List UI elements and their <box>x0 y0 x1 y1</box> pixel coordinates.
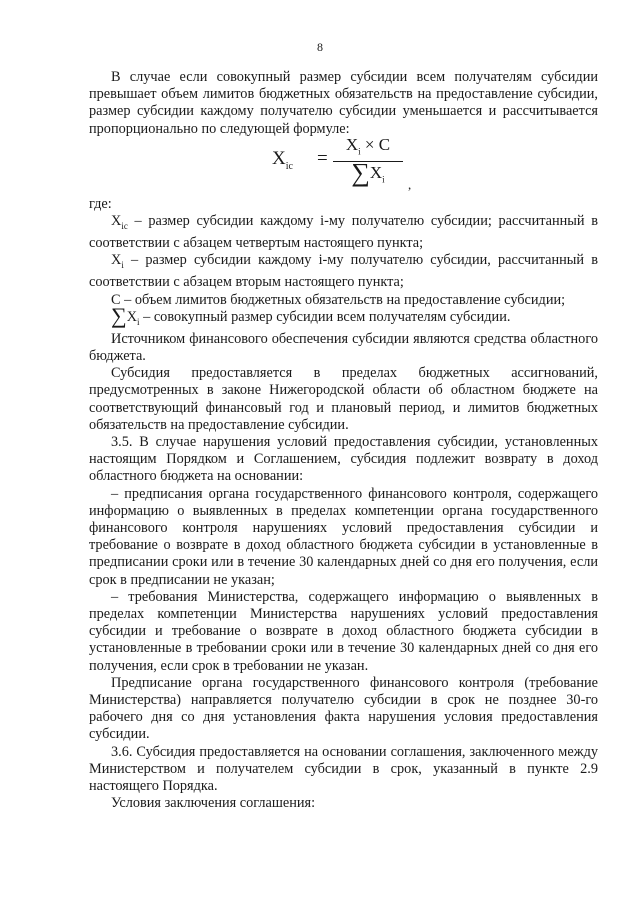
bullet-prescription: – предписания органа государственного финансового контроля, содержащего информацию о выявленных в пределах компетенции органа государственного финансового контроля нарушениях условий предоставления субсидии и требование о возврате в доход областного бюджета субсидии в установленные в предписании сроки или в течение 30 календарных дней со дня его получения, если срок в предписании не указан; <box>89 485 598 588</box>
definition-xic: $X_{ic}$ – размер субсидии каждому i-му получателю субсидии; рассчитанный в соответствии с абзацем четвертым настоящего пункта; <box>89 213 598 252</box>
formula-lhs: $X_{ic}$ <box>272 147 293 172</box>
paragraph-3-6: 3.6. Субсидия предоставляется на основании соглашения, заключенного между Министерством и получателем субсидии в срок, указанный в пункте 2.9 настоящего Порядка. <box>89 743 598 795</box>
formula-fraction <box>333 136 403 189</box>
definition-xi: $X_i$ – размер субсидии каждому i-му получателю субсидии, рассчитанный в соответствии с абзацем вторым настоящего пункта; <box>89 252 598 291</box>
paragraph-prescription: Предписание органа государственного финансового контроля (требование Министерства) направляется получателю субсидии в срок не позднее 30-го рабочего дня со дня установления факта нарушения условия предоставления субсидии. <box>89 674 598 743</box>
page-number: 8 <box>317 40 323 54</box>
paragraph-3-5: 3.5. В случае нарушения условий предоставления субсидии, установленных настоящим Порядком и Соглашением, субсидия подлежит возврату в доход областного бюджета на основании: <box>89 434 598 485</box>
paragraph-source: Источником финансового обеспечения субсидии являются средства областного бюджета. <box>89 330 598 365</box>
formula-comma: , <box>408 176 412 192</box>
formula-denominator: $\sum X_i$ <box>351 158 385 188</box>
bullet-requirement: – требования Министерства, содержащего информацию о выявленных в пределах компетенции Министерства нарушениях условий предоставления субсидии и требование о возврате в доход областного бюджета субсидии в установленные в требовании сроки или в течение 30 календарных дней со дня его получения, если срок в требовании не указан. <box>89 588 598 674</box>
formula <box>89 134 598 196</box>
document-body <box>89 69 598 813</box>
where-label: где: <box>89 195 112 212</box>
definition-c: С – объем лимитов бюджетных обязательств на предоставление субсидии; <box>111 291 566 308</box>
paragraph-proportional: В случае если совокупный размер субсидии всем получателям субсидии превышает объем лимитов бюджетных обязательств на предоставление субсидии, размер субсидии каждому получателю субсидии уменьшается и рассчитывается пропорционально по следующей формуле: <box>89 69 598 137</box>
paragraph-provided: Субсидия предоставляется в пределах бюджетных ассигнований, предусмотренных в законе Нижегородской области об областном бюджете на соответствующий финансовый год и плановый период, и лимитов бюджетных обязательств на предоставление субсидии. <box>89 365 598 433</box>
paragraph-conditions: Условия заключения соглашения: <box>111 795 316 812</box>
formula-numerator: $X_i \times C$ <box>333 136 403 163</box>
definition-sum: $\sum X_i$ – совокупный размер субсидии всем получателям субсидии. <box>111 302 511 328</box>
formula-equals: = <box>317 147 328 169</box>
